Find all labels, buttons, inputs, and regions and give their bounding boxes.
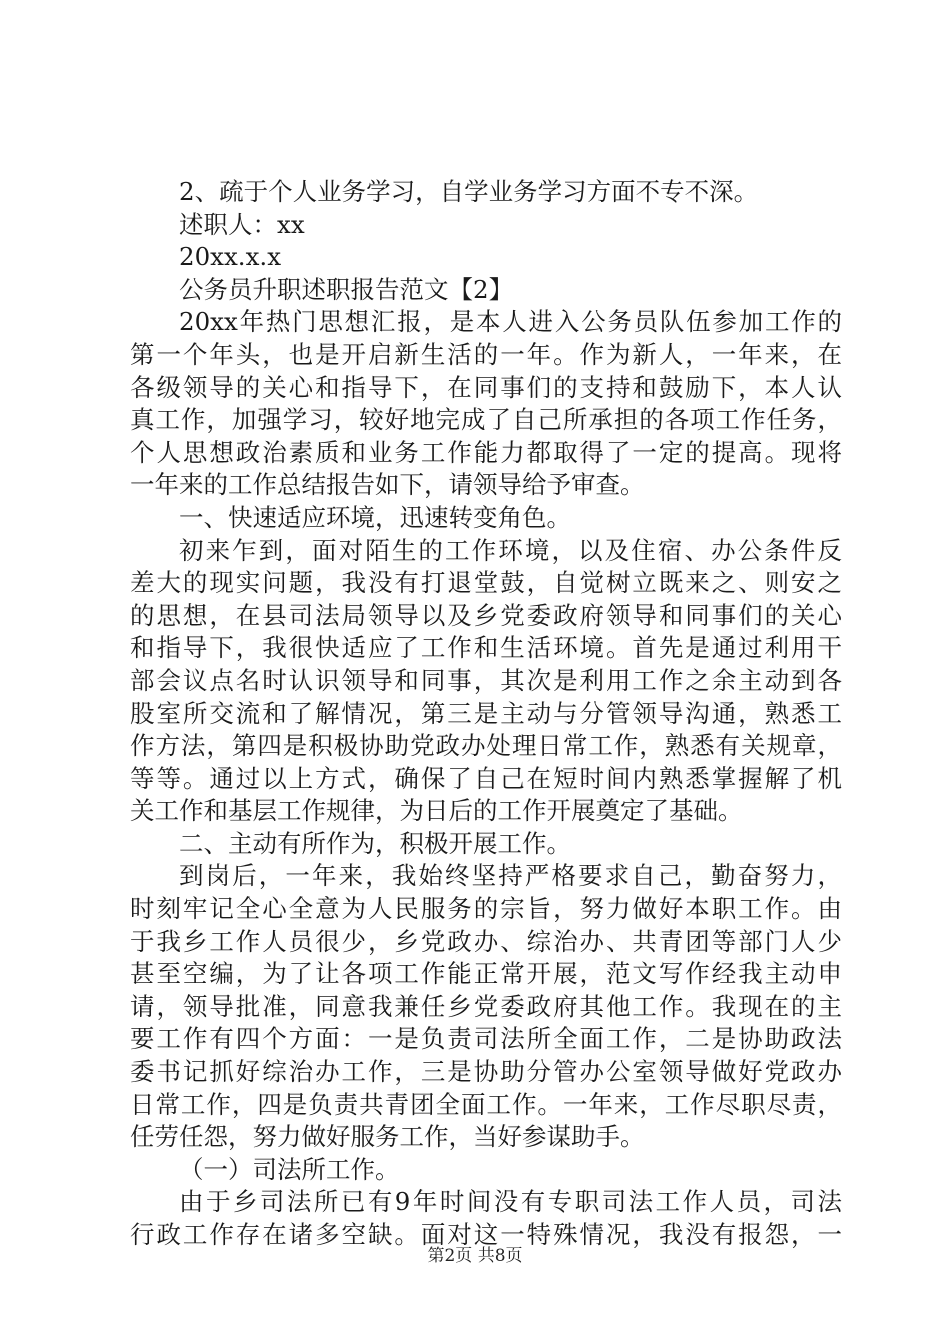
text-line: 部会议点名时认识领导和同事，其次是利用工作之余主动到各 (130, 665, 842, 695)
text-line: 第一个年头，也是开启新生活的一年。作为新人，一年来，在 (130, 339, 842, 369)
text-line: 个人思想政治素质和业务工作能力都取得了一定的提高。现将 (130, 437, 842, 467)
text-line: 和指导下，我很快适应了工作和生活环境。首先是通过利用干 (130, 633, 842, 663)
text-line: 甚至空编，为了让各项工作能正常开展，范文写作经我主动申 (130, 959, 842, 989)
text-line: 委书记抓好综治办工作，三是协助分管办公室领导做好党政办 (130, 1057, 842, 1087)
text-line: 真工作，加强学习，较好地完成了自己所承担的各项工作任务， (130, 405, 842, 435)
text-line: 公务员升职述职报告范文【2】 (179, 274, 514, 304)
text-line: （一）司法所工作。 (179, 1154, 400, 1184)
text-line: 差大的现实问题，我没有打退堂鼓，自觉树立既来之、则安之 (130, 568, 842, 598)
text-line: 日常工作，四是负责共青团全面工作。一年来，工作尽职尽责， (130, 1089, 842, 1119)
text-line: 的思想，在县司法局领导以及乡党委政府领导和同事们的关心 (130, 600, 842, 630)
text-line: 20xx年热门思想汇报，是本人进入公务员队伍参加工作的 (179, 307, 842, 337)
text-line: 初来乍到，面对陌生的工作环境，以及住宿、办公条件反 (179, 535, 842, 565)
text-line: 关工作和基层工作规律，为日后的工作开展奠定了基础。 (130, 796, 743, 826)
text-line: 各级领导的关心和指导下，在同事们的支持和鼓励下，本人认 (130, 372, 842, 402)
page-footer: 第2页 共8页 (427, 1246, 523, 1266)
text-line: 行政工作存在诸多空缺。面对这一特殊情况，我没有报怨，一 (130, 1220, 842, 1249)
text-line: 要工作有四个方面：一是负责司法所全面工作，二是协助政法 (130, 1024, 842, 1054)
text-line: 到岗后，一年来，我始终坚持严格要求自己，勤奋努力， (179, 861, 842, 891)
text-line: 任劳任怨，努力做好服务工作，当好参谋助手。 (130, 1122, 645, 1152)
text-line: 于我乡工作人员很少，乡党政办、综治办、共青团等部门人少 (130, 926, 842, 956)
text-line: 由于乡司法所已有9年时间没有专职司法工作人员，司法 (179, 1187, 842, 1217)
text-line: 作方法，第四是积极协助党政办处理日常工作，熟悉有关规章， (130, 731, 842, 761)
text-line: 一年来的工作总结报告如下，请领导给予审查。 (130, 470, 645, 500)
document-body (130, 176, 842, 1252)
text-line: 时刻牢记全心全意为人民服务的宗旨，努力做好本职工作。由 (130, 894, 842, 924)
text-line: 请，领导批准，同意我兼任乡党委政府其他工作。我现在的主 (130, 991, 842, 1021)
text-line: 股室所交流和了解情况，第三是主动与分管领导沟通，熟悉工 (130, 698, 842, 728)
text-line: 20xx.x.x (179, 242, 282, 272)
text-line: 等等。通过以上方式，确保了自己在短时间内熟悉掌握解了机 (130, 763, 842, 793)
text-line: 述职人：xx (179, 209, 305, 239)
text-line: 2、疏于个人业务学习，自学业务学习方面不专不深。 (179, 177, 759, 206)
text-line: 一、快速适应环境，迅速转变角色。 (179, 502, 571, 532)
text-line: 二、主动有所作为，积极开展工作。 (179, 828, 571, 858)
